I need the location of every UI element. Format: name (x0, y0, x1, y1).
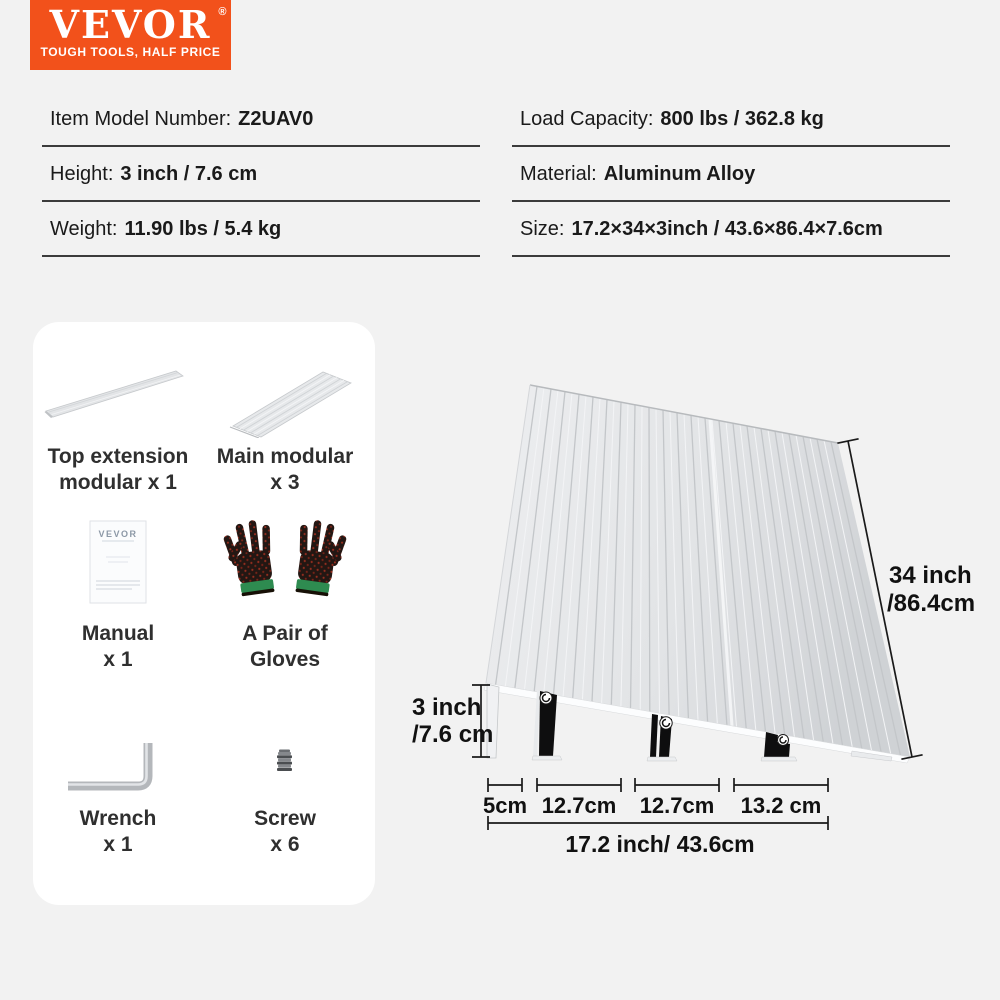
dimension-label-height-line2: /7.6 cm (412, 721, 494, 748)
spec-value: 800 lbs / 362.8 kg (660, 108, 824, 130)
dimension-label-height-line1: 3 inch (412, 694, 482, 721)
spec-value: 17.2×34×3inch / 43.6×86.4×7.6cm (571, 218, 883, 240)
spec-column-left (42, 92, 480, 257)
part-gloves (205, 515, 365, 673)
part-label-line2: x 1 (103, 833, 133, 856)
part-label-line1: Wrench (79, 807, 157, 830)
spec-value: 11.90 lbs / 5.4 kg (124, 218, 282, 240)
part-manual (38, 515, 198, 673)
spec-label: Weight: (50, 218, 118, 240)
part-label-line2: x 3 (270, 471, 300, 494)
part-label (205, 806, 365, 858)
spec-row-model (42, 92, 480, 147)
logo-wordmark: VEVOR (49, 2, 212, 47)
part-label-line2: x 1 (103, 648, 133, 671)
spec-row-material (512, 147, 950, 202)
part-label-line1: Main modular (216, 445, 354, 468)
spec-column-right (512, 92, 950, 257)
spec-row-load-capacity (512, 92, 950, 147)
part-main-modular (205, 350, 365, 496)
wrench-image (38, 730, 198, 800)
dimension-line-total-width (488, 816, 828, 830)
spec-row-height (42, 147, 480, 202)
spec-value: 3 inch / 7.6 cm (120, 163, 258, 185)
spec-row-size (512, 202, 950, 257)
gloves-image (205, 515, 365, 615)
spec-label: Load Capacity: (520, 108, 654, 130)
manual-cover-text: VEVOR (98, 529, 138, 539)
part-wrench (38, 730, 198, 858)
top-extension-modular-image (38, 350, 198, 438)
spec-value: Aluminum Alloy (603, 163, 756, 185)
screw-image (205, 730, 365, 800)
brand-logo (30, 0, 231, 70)
part-label-line1: Manual (81, 622, 155, 645)
spec-value: Z2UAV0 (238, 108, 314, 130)
dimension-label-total-width: 17.2 inch/ 43.6cm (565, 831, 755, 857)
part-label (205, 621, 365, 673)
part-label-line2: x 6 (270, 833, 300, 856)
product-dimension-diagram (400, 330, 1000, 870)
part-label (38, 621, 198, 673)
part-label-line1: Top extension (47, 445, 189, 468)
dimension-label-length-line2: /86.4cm (887, 590, 976, 617)
manual-image (38, 515, 198, 615)
spec-label: Material: (520, 163, 597, 185)
dimension-label-segment-2: 12.7cm (541, 793, 617, 818)
part-label-line1: A Pair of (242, 622, 328, 645)
dimension-label-length-line1: 34 inch (889, 562, 972, 589)
part-label-line1: Screw (254, 807, 316, 830)
part-screw (205, 730, 365, 858)
part-label-line2: modular x 1 (59, 471, 177, 494)
part-label-line2: Gloves (249, 648, 321, 671)
main-modular-image (205, 350, 365, 438)
package-contents-panel (33, 322, 375, 905)
dimension-label-segment-4: 13.2 cm (740, 793, 822, 818)
spec-row-weight (42, 202, 480, 257)
dimension-label-segment-3: 12.7cm (639, 793, 715, 818)
part-top-extension-modular (38, 350, 198, 496)
spec-label: Item Model Number: (50, 108, 232, 130)
registered-trademark-icon: ® (218, 6, 227, 18)
logo-tagline: TOUGH TOOLS, HALF PRICE (40, 45, 221, 59)
spec-label: Size: (520, 218, 565, 240)
spec-label: Height: (50, 163, 114, 185)
part-label (38, 444, 198, 496)
dimension-lines-segments (488, 778, 828, 792)
dimension-label-segment-1: 5cm (482, 793, 528, 818)
part-label (205, 444, 365, 496)
part-label (38, 806, 198, 858)
